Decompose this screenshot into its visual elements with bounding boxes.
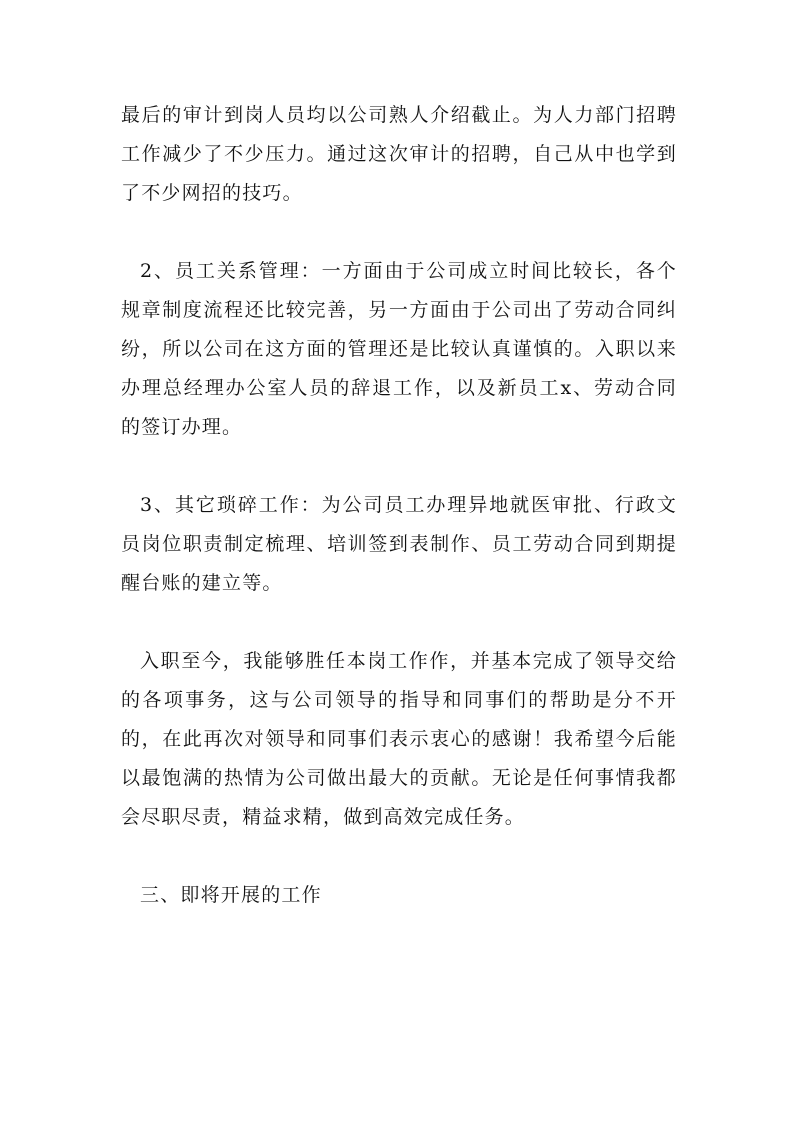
section-heading: 三、即将开展的工作 [140,884,322,906]
document-body [121,96,677,915]
paragraph-other-work: 3、其它琐碎工作：为公司员工办理异地就医审批、行政文员岗位职责制定梳理、培训签到表制作、员工劳动合同到期提醒台账的建立等。 [121,494,677,594]
paragraph-recruitment-summary: 最后的审计到岗人员均以公司熟人介绍截止。为人力部门招聘工作减少了不少压力。通过这次审计的招聘，自己从中也学到了不少网招的技巧。 [121,104,677,204]
paragraph-summary: 入职至今，我能够胜任本岗工作作，并基本完成了领导交给的各项事务，这与公司领导的指导和同事们的帮助是分不开的，在此再次对领导和同事们表示衷心的感谢！我希望今后能以最饱满的热情为公司做出最大的贡献。无论是任何事情我都会尽职尽责，精益求精，做到高效完成任务。 [121,650,677,828]
paragraph-employee-relations: 2、员工关系管理：一方面由于公司成立时间比较长，各个规章制度流程还比较完善，另一方面由于公司出了劳动合同纠纷，所以公司在这方面的管理还是比较认真谨慎的。入职以来办理总经理办公室人员的辞退工作，以及新员工x、劳动合同的签订办理。 [121,260,677,438]
